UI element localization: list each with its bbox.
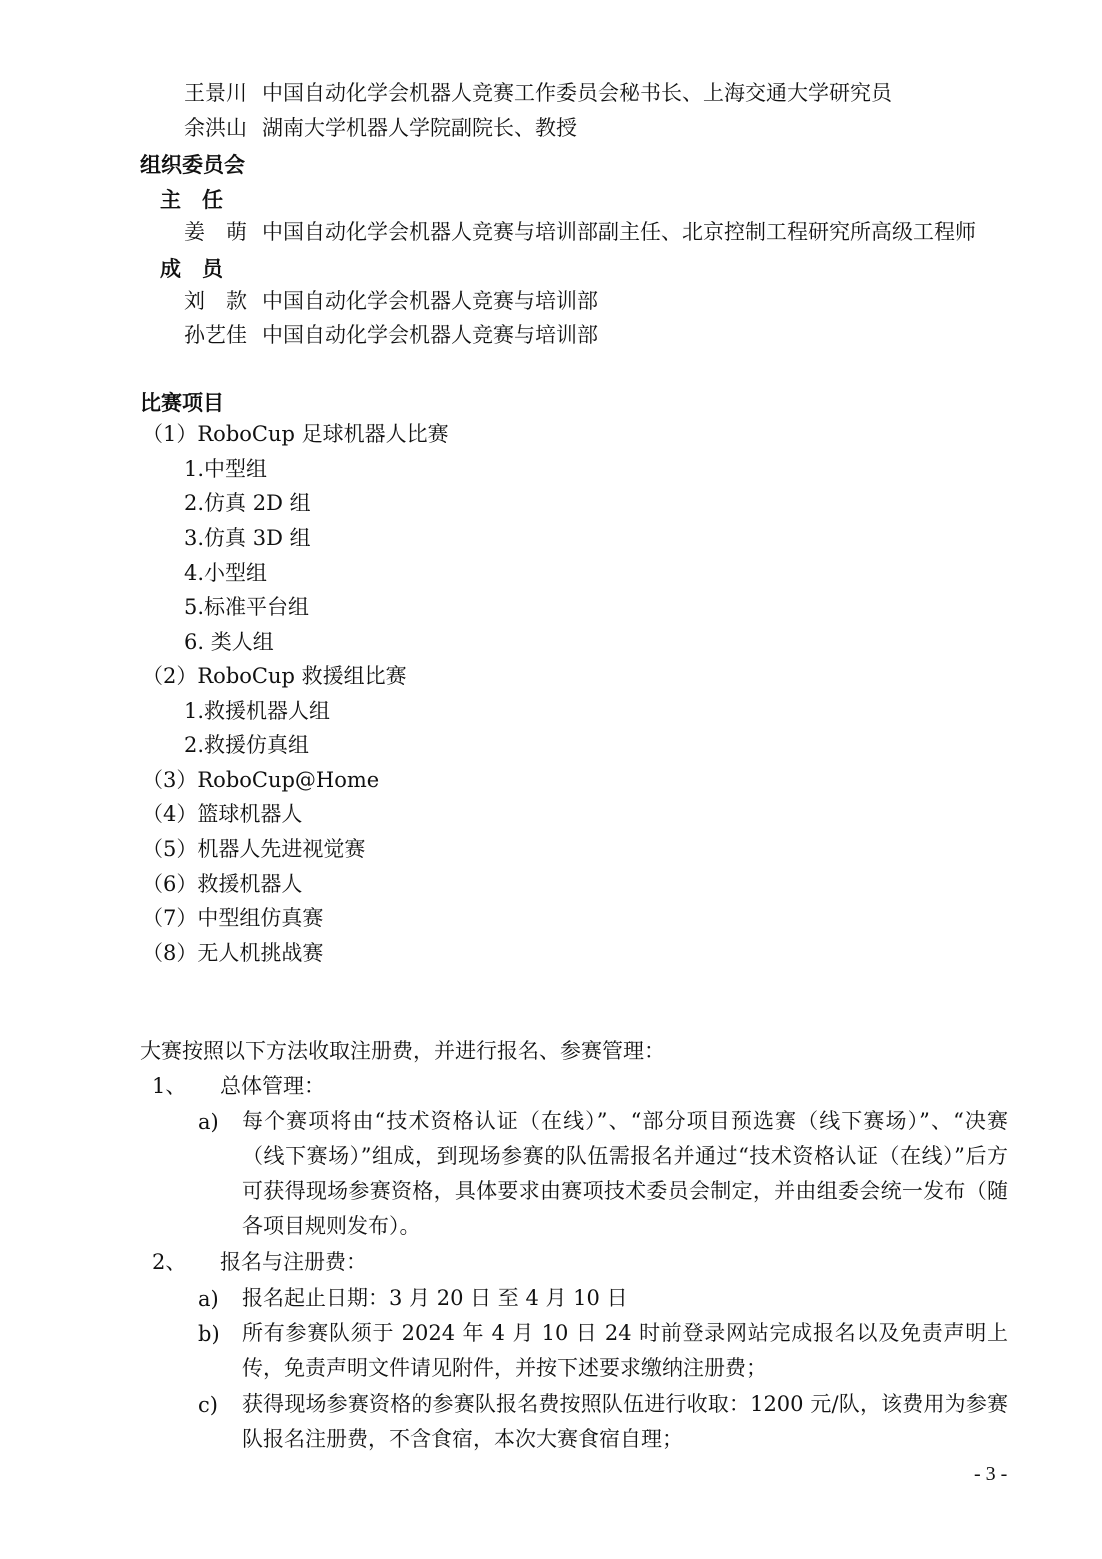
item-paragraph: 获得现场参赛资格的参赛队报名费按照队伍进行收取：1200 元/队，该费用为参赛队报名注册费，不含食宿，本次大赛食宿自理； <box>242 1392 1008 1451</box>
page-number: - 3 - <box>974 1463 1008 1485</box>
item-paragraph: 所有参赛队须于 2024 年 4 月 10 日 24 时前登录网站完成报名以及免责声明上传，免责声明文件请见附件，并按下述要求缴纳注册费； <box>242 1321 1008 1380</box>
event-subitem: 1.中型组 <box>184 457 268 481</box>
event-subitem: 2.救援仿真组 <box>184 733 310 757</box>
section-number: 2、 <box>152 1250 187 1274</box>
person-name: 刘 款 <box>184 289 247 313</box>
person-name: 孙艺佳 <box>184 323 247 347</box>
member-row <box>184 320 598 350</box>
person-title: 中国自动化学会机器人竞赛工作委员会秘书长、上海交通大学研究员 <box>262 81 892 105</box>
item-paragraph: 每个赛项将由“技术资格认证（在线）”、“部分项目预选赛（线下赛场）”、“决赛（线下赛场）”组成，到现场参赛的队伍需报名并通过“技术资格认证（在线）”后方可获得现场参赛资格，具体要求由赛项技术委员会制定，并由组委会统一发布（随各项目规则发布）。 <box>242 1109 1008 1238</box>
item-marker: a) <box>198 1287 219 1311</box>
event-subitem: 3.仿真 3D 组 <box>184 526 311 550</box>
person-title: 湖南大学机器人学院副院长、教授 <box>262 116 577 140</box>
event-item: （6）救援机器人 <box>142 872 303 896</box>
fees-intro: 大赛按照以下方法收取注册费，并进行报名、参赛管理： <box>140 1039 665 1063</box>
director-label: 主 任 <box>160 188 223 212</box>
event-subitem: 4.小型组 <box>184 561 268 585</box>
item-marker: a) <box>198 1110 219 1134</box>
person-row <box>184 113 577 143</box>
item-marker: b) <box>198 1322 220 1346</box>
org-heading: 组织委员会 <box>140 153 245 177</box>
event-subitem: 5.标准平台组 <box>184 595 310 619</box>
event-subitem: 2.仿真 2D 组 <box>184 491 311 515</box>
person-name: 姜 萌 <box>184 220 247 244</box>
director-row <box>184 217 976 247</box>
event-item: （1）RoboCup 足球机器人比赛 <box>142 422 449 446</box>
event-item: （2）RoboCup 救援组比赛 <box>142 664 407 688</box>
section-title: 报名与注册费： <box>220 1250 367 1274</box>
section-title: 总体管理： <box>220 1074 325 1098</box>
event-item: （7）中型组仿真赛 <box>142 906 324 930</box>
item-marker: c) <box>198 1393 218 1417</box>
person-name: 余洪山 <box>184 116 247 140</box>
members-label: 成 员 <box>160 257 223 281</box>
events-heading: 比赛项目 <box>140 391 224 415</box>
event-subitem: 1.救援机器人组 <box>184 699 331 723</box>
event-item: （8）无人机挑战赛 <box>142 941 324 965</box>
person-title: 中国自动化学会机器人竞赛与培训部 <box>262 289 598 313</box>
event-subitem: 6. 类人组 <box>184 630 274 654</box>
person-title: 中国自动化学会机器人竞赛与培训部副主任、北京控制工程研究所高级工程师 <box>262 220 976 244</box>
person-title: 中国自动化学会机器人竞赛与培训部 <box>262 323 598 347</box>
event-item: （5）机器人先进视觉赛 <box>142 837 366 861</box>
person-name: 王景川 <box>184 81 247 105</box>
item-paragraph: 报名起止日期：3 月 20 日 至 4 月 10 日 <box>242 1286 628 1310</box>
person-row <box>184 78 892 108</box>
member-row <box>184 286 598 316</box>
event-item: （4）篮球机器人 <box>142 802 303 826</box>
section-number: 1、 <box>152 1074 187 1098</box>
event-item: （3）RoboCup@Home <box>142 768 380 792</box>
